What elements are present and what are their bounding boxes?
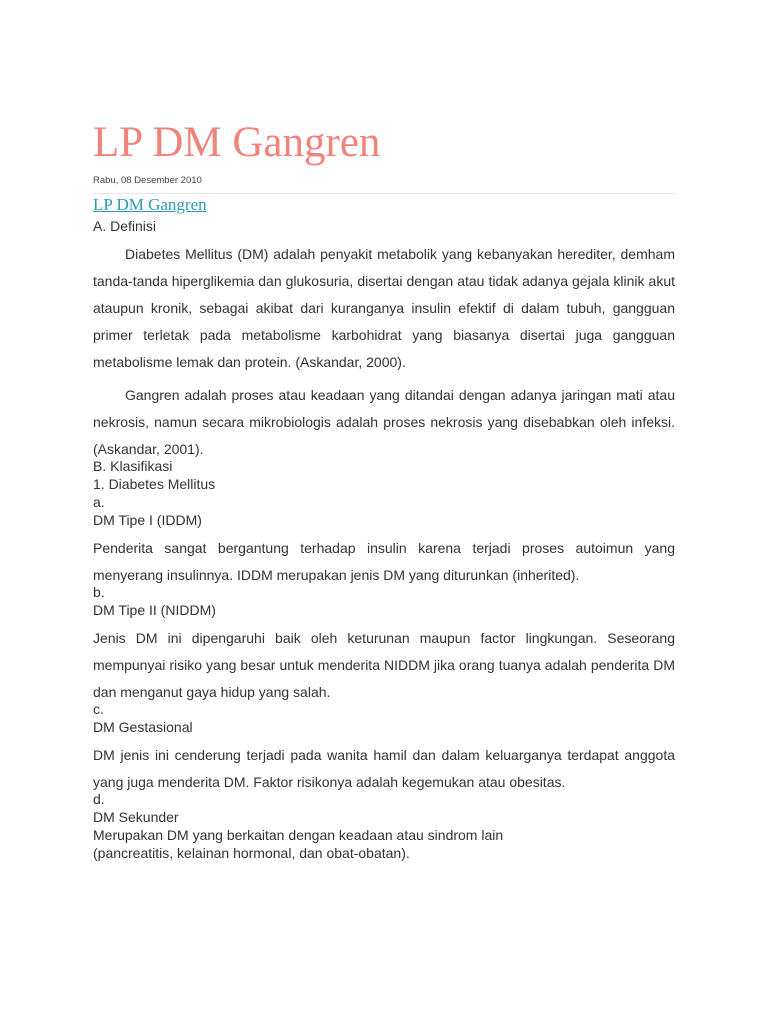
section-heading-klasifikasi: B. Klasifikasi (93, 458, 173, 474)
paragraph-definisi-gangren: Gangren adalah proses atau keadaan yang ditandai dengan adanya jaringan mati atau nekrosis, namun secara mikrobiologis adalah proses nekrosis yang disebabkan oleh infeksi. (Askandar, 2001). (93, 387, 675, 457)
subheading-diabetes-mellitus: 1. Diabetes Mellitus (93, 476, 216, 492)
type-name-gestasional: DM Gestasional (93, 719, 193, 735)
type-name-iddm: DM Tipe I (IDDM) (93, 512, 202, 528)
post-title (93, 195, 207, 215)
type-description-iddm: Penderita sangat bergantung terhadap insulin karena terjadi proses autoimun yang menyerang insulinnya. IDDM merupakan jenis DM yang diturunkan (inherited). (93, 540, 675, 583)
list-marker-d: d. (93, 791, 105, 807)
type-description-niddm: Jenis DM ini dipengaruhi baik oleh keturunan maupun factor lingkungan. Seseorang mempunyai risiko yang besar untuk menderita NIDDM jika orang tuanya adalah penderita DM dan menganut gaya hidup yang salah. (93, 630, 675, 700)
paragraph-definisi-dm: Diabetes Mellitus (DM) adalah penyakit metabolik yang kebanyakan herediter, demham tanda-tanda hiperglikemia dan glukosuria, disertai dengan atau tidak adanya gejala klinik akut ataupun kronik, sebagai akibat dari kuranganya insulin efektif di dalam tubuh, gangguan primer terletak pada metabolisme karbohidrat yang biasanya disertai juga gangguan metabolisme lemak dan protein. (Askandar, 2000). (93, 246, 675, 370)
type-description-sekunder-line-2: (pancreatitis, kelainan hormonal, dan obat-obatan). (93, 845, 410, 861)
post-date: Rabu, 08 Desember 2010 (93, 175, 202, 186)
list-marker-b: b. (93, 584, 105, 600)
list-marker-c: c. (93, 701, 104, 717)
list-marker-a: a. (93, 494, 105, 510)
title-divider (93, 193, 675, 194)
type-description-gestasional: DM jenis ini cenderung terjadi pada wanita hamil dan dalam keluarganya terdapat anggota yang juga menderita DM. Faktor risikonya adalah kegemukan atau obesitas. (93, 747, 675, 790)
type-name-sekunder: DM Sekunder (93, 809, 179, 825)
post-title-link[interactable]: LP DM Gangren (93, 195, 207, 214)
section-heading-definisi: A. Definisi (93, 218, 157, 234)
type-name-niddm: DM Tipe II (NIDDM) (93, 602, 216, 618)
type-description-sekunder-line-1: Merupakan DM yang berkaitan dengan keadaan atau sindrom lain (93, 827, 504, 843)
blog-title: LP DM Gangren (93, 119, 381, 166)
post-body (93, 217, 675, 862)
